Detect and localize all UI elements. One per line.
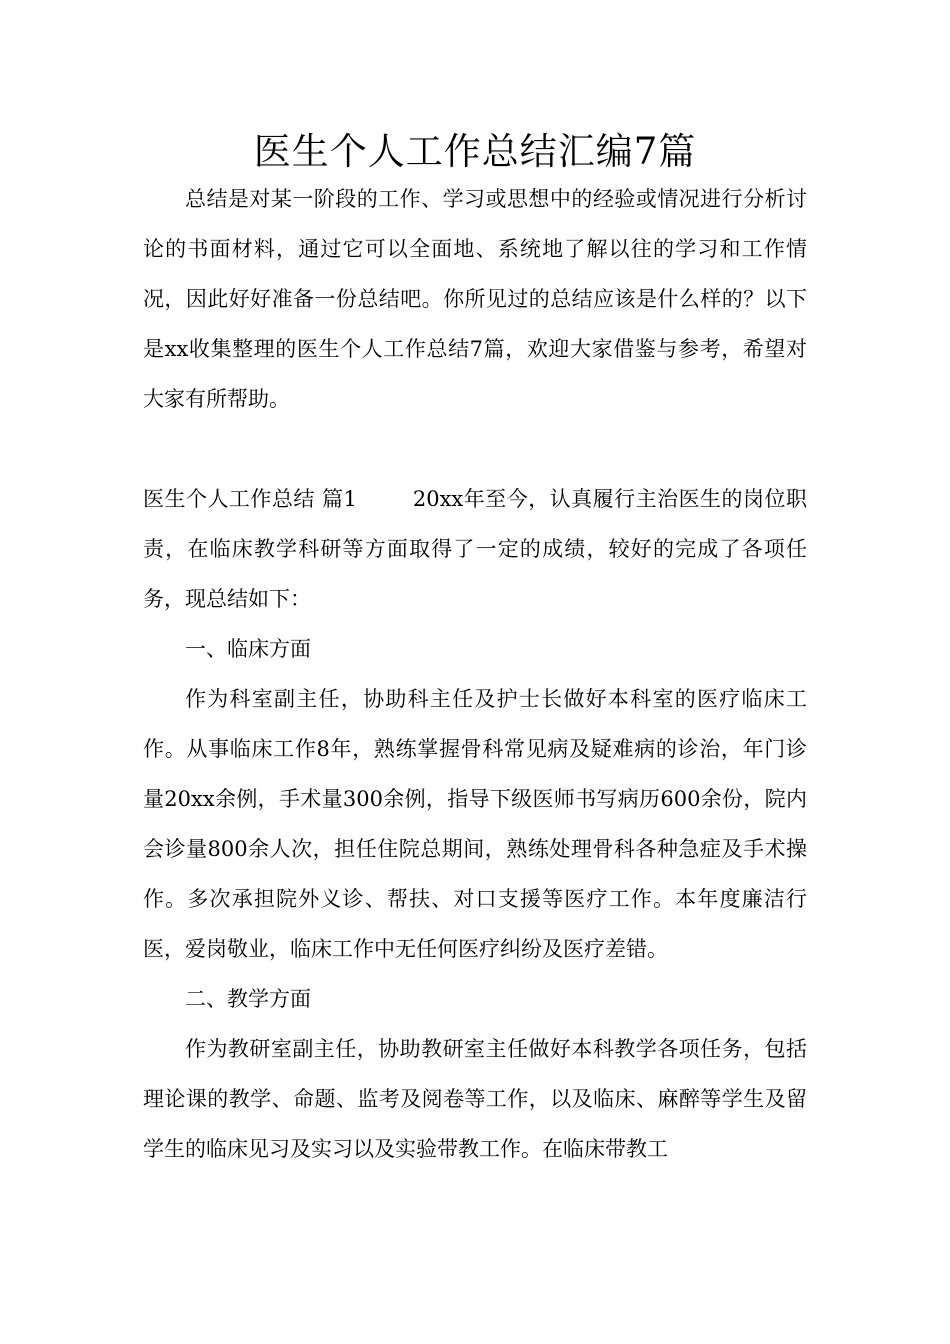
blank-line (143, 424, 807, 474)
teaching-paragraph: 作为教研室副主任，协助教研室主任做好本科教学各项任务，包括理论课的教学、命题、监考及阅卷等工作，以及临床、麻醉等学生及留学生的临床见习及实习以及实验带教工作。在临床带教工 (143, 1037, 807, 1161)
section-1-lead: 20xx年至今，认真履行主治医生的岗位职责，在临床教学科研等方面取得了一定的成绩，较好的完成了各项任务，现总结如下： (143, 487, 807, 611)
intro-paragraph: 总结是对某一阶段的工作、学习或思想中的经验或情况进行分析讨论的书面材料，通过它可以全面地、系统地了解以往的学习和工作情况，因此好好准备一份总结吧。你所见过的总结应该是什么样的？以下是xx收集整理的医生个人工作总结7篇，欢迎大家借鉴与参考，希望对大家有所帮助。 (143, 187, 807, 411)
section-1-heading: 医生个人工作总结 篇1 (143, 487, 357, 511)
clinical-paragraph: 作为科室副主任，协助科主任及护士长做好本科室的医疗临床工作。从事临床工作8年，熟练掌握骨科常见病及疑难病的诊治，年门诊量20xx余例，手术量300余例，指导下级医师书写病历600余份，院内会诊量800余人次，担任住院总期间，熟练处理骨科各种急症及手术操作。多次承担院外义诊、帮扶、对口支援等医疗工作。本年度廉洁行医，爱岗敬业，临床工作中无任何医疗纠纷及医疗差错。 (143, 687, 807, 961)
subheading-clinical: 一、临床方面 (185, 637, 311, 661)
document-body (143, 174, 807, 1174)
section-1-paragraph (143, 474, 807, 624)
subheading-teaching: 二、教学方面 (185, 987, 311, 1011)
document-title: 医生个人工作总结汇编7篇 (253, 130, 697, 173)
